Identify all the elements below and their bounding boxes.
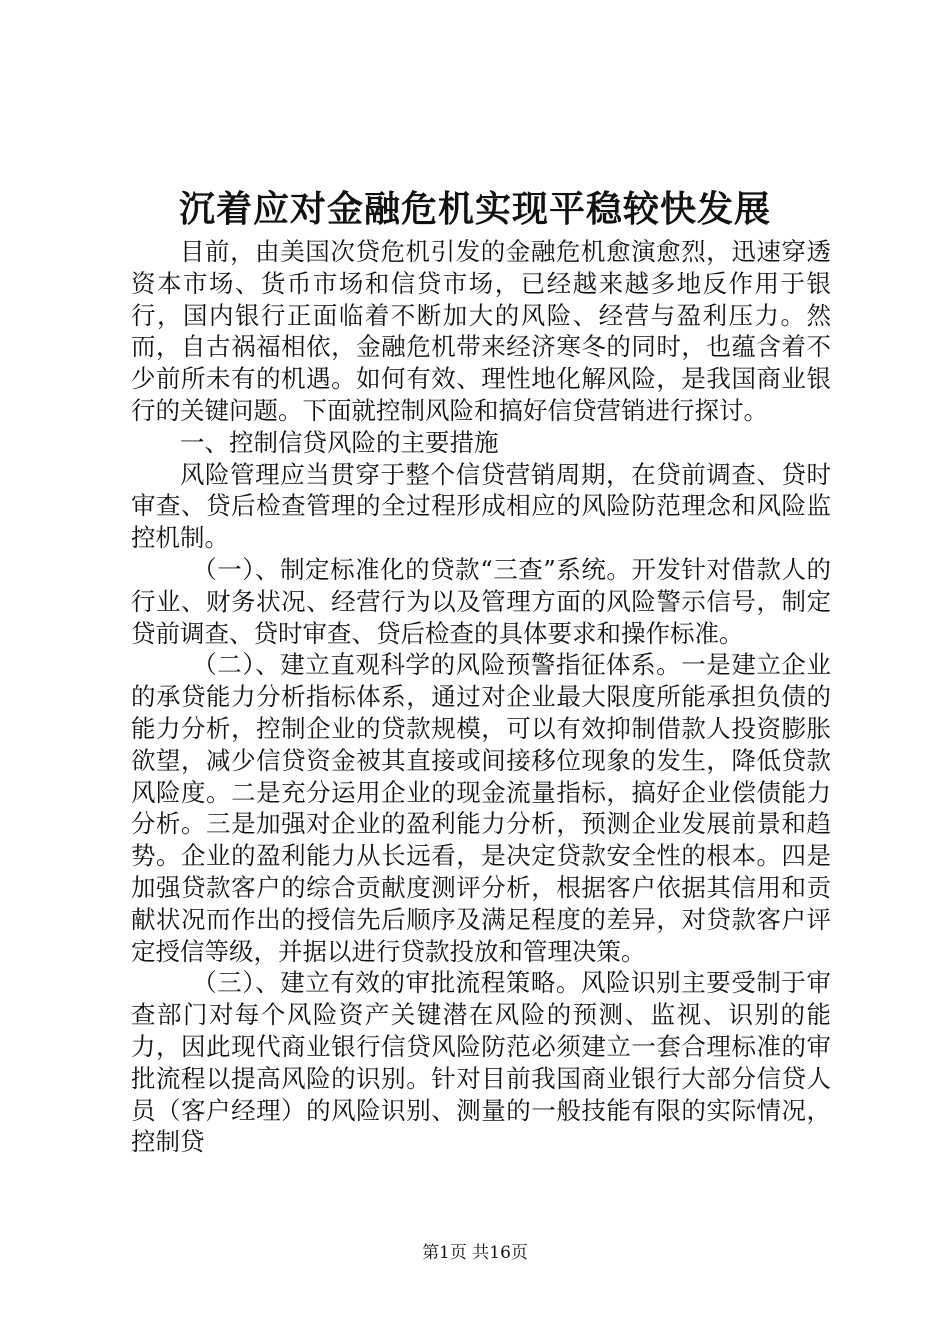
section-heading: 一、控制信贷风险的主要措施 [180, 427, 499, 457]
document-body [131, 236, 831, 1158]
measure-3-paragraph: （三）、建立有效的审批流程策略。风险识别主要受制于审查部门对每个风险资产关键潜在风险的预测、监视、识别的能力，因此现代商业银行信贷风险防范必须建立一套合理标准的审批流程以提高风险的识别。针对目前我国商业银行大部分信贷人员（客户经理）的风险识别、测量的一般技能有限的实际情况，控制贷 [131, 968, 831, 1157]
intro-paragraph: 目前，由美国次贷危机引发的金融危机愈演愈烈，迅速穿透资本市场、货币市场和信贷市场，已经越来越多地反作用于银行，国内银行正面临着不断加大的风险、经营与盈利压力。然而，自古祸福相依，金融危机带来经济寒冬的同时，也蕴含着不少前所未有的机遇。如何有效、理性地化解风险，是我国商业银行的关键问题。下面就控制风险和搞好信贷营销进行探讨。 [131, 237, 831, 425]
document-title: 沉着应对金融危机实现平稳较快发展 [178, 188, 771, 230]
measure-2-paragraph: （二）、建立直观科学的风险预警指征体系。一是建立企业的承贷能力分析指标体系，通过对企业最大限度所能承担负债的能力分析，控制企业的贷款规模，可以有效抑制借款人投资膨胀欲望，减少信贷资金被其直接或间接移位现象的发生，降低贷款风险度。二是充分运用企业的现金流量指标，搞好企业偿债能力分析。三是加强对企业的盈利能力分析，预测企业发展前景和趋势。企业的盈利能力从长远看，是决定贷款安全性的根本。四是加强贷款客户的综合贡献度测评分析，根据客户依据其信用和贡献状况而作出的授信先后顺序及满足程度的差异，对贷款客户评定授信等级，并据以进行贷款投放和管理决策。 [131, 650, 831, 966]
page-footer: 第1页 共16页 [422, 1243, 528, 1263]
measure-1-paragraph: （一）、制定标准化的贷款“三查”系统。开发针对借款人的行业、财务状况、经营行为以及管理方面的风险警示信号，制定贷前调查、贷时审查、贷后检查的具体要求和操作标准。 [131, 554, 831, 648]
section-intro-paragraph: 风险管理应当贯穿于整个信贷营销周期，在贷前调查、贷时审查、贷后检查管理的全过程形成相应的风险防范理念和风险监控机制。 [131, 459, 831, 553]
